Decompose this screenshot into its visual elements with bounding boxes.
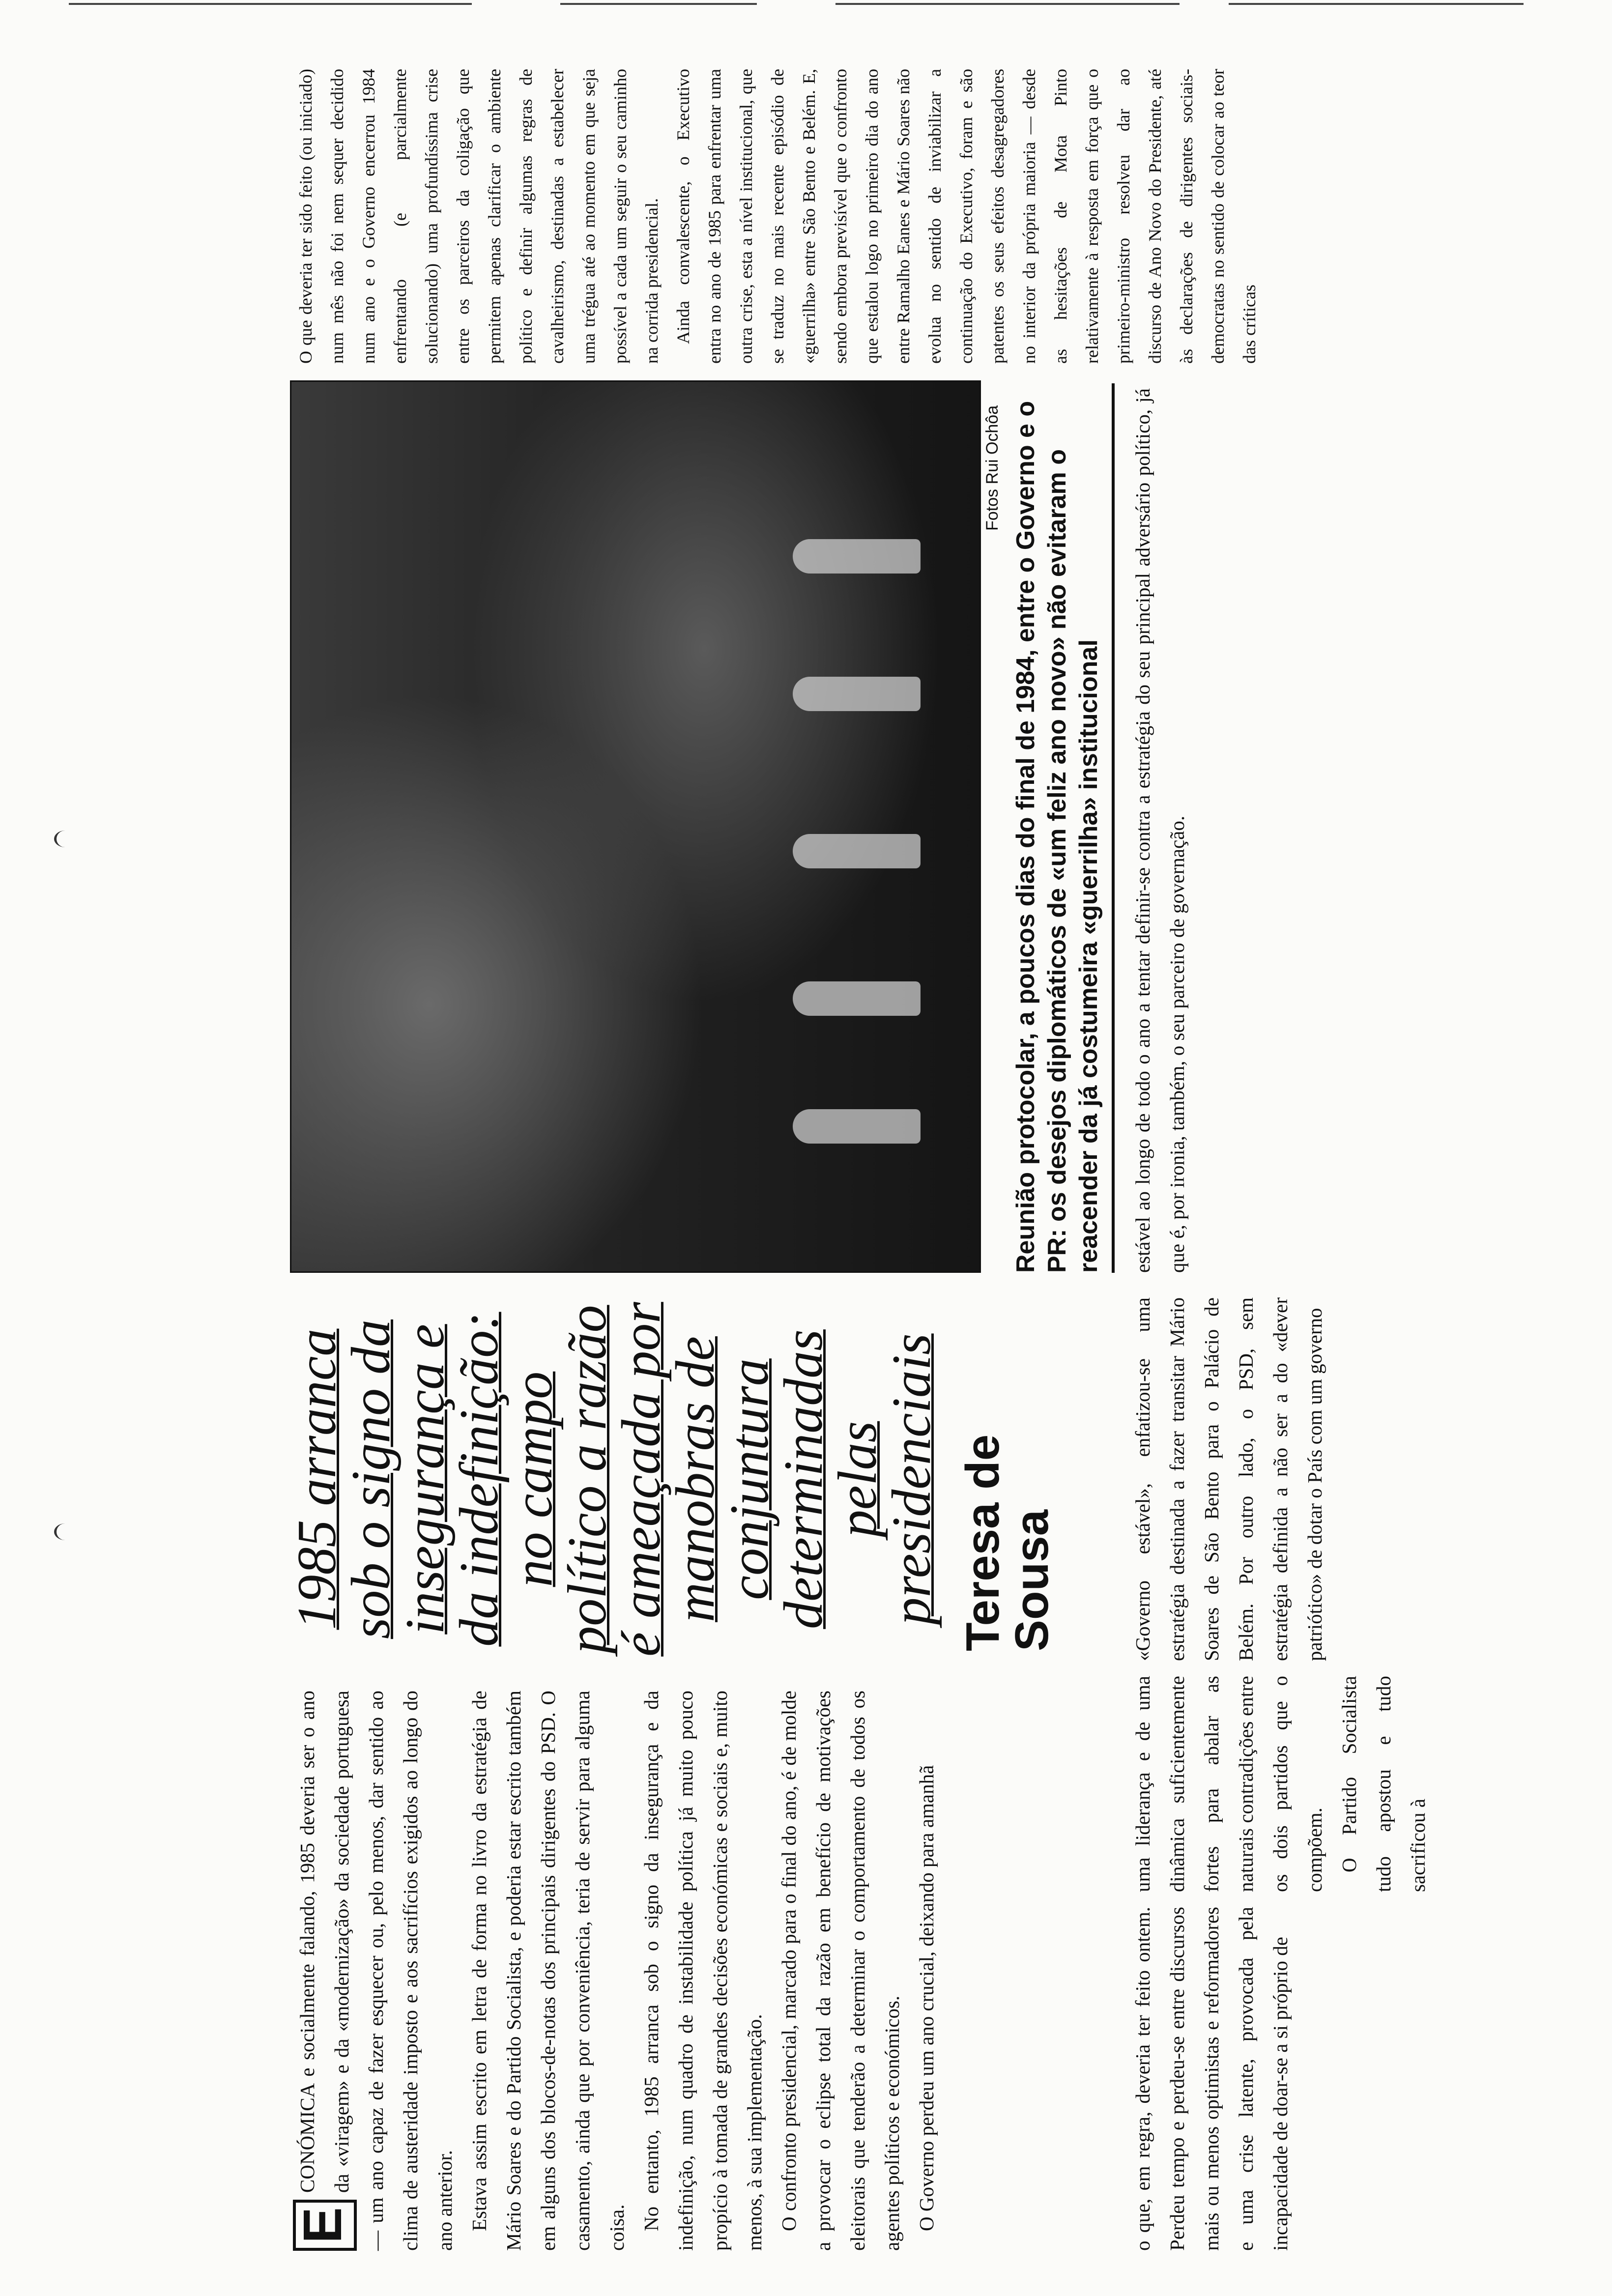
headline-block — [287, 1297, 1058, 1661]
article-column-1 — [290, 1691, 944, 2251]
paragraph: O Partido Socialista tudo apostou e tudo sacrificou à — [1338, 1676, 1429, 1892]
paragraph: O que deveria ter sido feito (ou iniciado) num mês não foi nem sequer decidido num ano e o Governo encerrou 1984 enfrentando (e parcialmente solucionando) uma profundíssima crise entre os parceiros da coligação que permitem apenas clarificar o ambiente político e definir algumas regras de cavalheirismo, destinadas a estabelecer uma trégua até ao momento em que seja possível a cada um seguir o seu caminho na corrida presidencial. — [296, 69, 662, 364]
paragraph: O confronto presidencial, marcado para o final do ano, é de molde a provocar o eclipse total da razão em benefício de motivações eleitorais que tenderão a determinar o comportamento de todos os agentes políticos e económicos. — [777, 1691, 903, 2251]
photo-figure — [793, 981, 921, 1016]
photo-credit: Fotos Rui Ochôa — [983, 405, 1002, 531]
paragraph: O Governo perdeu um ano crucial, deixando para amanhã — [915, 1765, 938, 2231]
article-column-3 — [1125, 1297, 1332, 1661]
photo-figure — [793, 1109, 921, 1144]
photo-figure — [793, 834, 921, 868]
photo-caption: Reunião protocolar, a poucos dias do final de 1984, entre o Governo e o PR: os desejos diplomáticos de «um feliz ano novo» não evitaram o reacender da já costumeira «guerrilha» institucional — [1011, 401, 1103, 1273]
article-column-2 — [1125, 1907, 1297, 2251]
scan-artifact — [54, 1523, 76, 1540]
scan-artifact — [54, 831, 76, 847]
paragraph: estável ao longo de todo o ano a tentar definir-se contra a estratégia do seu principal adversário político, já que é, por ironia, também, o seu parceiro de governação. — [1131, 388, 1188, 1273]
paragraph: No entanto, 1985 arranca sob o signo da insegurança e da indefinição, num quadro de instabilidade política já muito pouco propício à tomada de grandes decisões económicas e sociais e, muito menos, à sua implementação. — [640, 1691, 766, 2251]
paragraph: Ainda convalescente, o Executivo entra no ano de 1985 para enfrentar uma outra crise, esta a nível institucional, que se traduz no mais recente episódio de «guerrilha» entre São Bento e Belém. E, sendo embora previsível que o confronto que estalou logo no primeiro dia do ano entre Ramalho Eanes e Mário Soares não evolua no sentido de inviabilizar a continuação do Executivo, foram e são patentes os seus efeitos desagregadores no interior da própria maioria — desde as hesitações de Mota Pinto relativamente à resposta em força que o primeiro-ministro resolveu dar ao discurso de Ano Novo do Presidente, até às declarações de dirigentes sociais-democratas no sentido de colocar ao teor das críticas — [673, 69, 1259, 364]
paragraph: CONÓMICA e socialmente falando, 1985 deveria ser o ano da «viragem» e da «modernização» da sociedade portuguesa — um ano capaz de fazer esquecer ou, pelo menos, dar sentido ao clima de austeridade imposto e aos sacrifícios exigidos ao longo do ano anterior. — [296, 1691, 456, 2251]
paragraph: «Governo estável», enfatizou-se uma estratégia destinada a fazer transitar Mário Soares de São Bento para o Palácio de Belém. Por outro lado, o PSD, sem estratégia definida a não ser a do «dever patriótico» de dotar o País com um governo — [1131, 1297, 1326, 1661]
scan-edge-line — [69, 3, 472, 5]
paragraph: o que, em regra, deveria ter feito ontem. Perdeu tempo e perdeu-se entre discursos mais ou menos optimistas e reformadores e uma crise latente, provocada pela incapacidade de doar-se a si próprio de — [1131, 1907, 1292, 2251]
drop-cap: E — [293, 2200, 357, 2251]
scan-edge-line — [835, 3, 1180, 5]
paragraph: uma liderança e de uma dinâmica suficientemente fortes para abalar as naturais contradições entre os dois partidos que o compõem. — [1131, 1676, 1326, 1892]
paragraph: Estava assim escrito em letra de forma no livro da estratégia de Mário Soares e do Partido Socialista, e poderia estar escrito também em alguns dos blocos-de-notas dos principais dirigentes do PSD. O casamento, ainda que por conveniência, teria de servir para alguma coisa. — [468, 1691, 628, 2251]
photo-figure — [793, 677, 921, 711]
scan-edge-line — [1229, 3, 1524, 5]
article-column-2b — [1125, 1676, 1435, 1892]
byline: Teresa de Sousa — [956, 1434, 1058, 1651]
headline: 1985 arranca sob o signo da insegurança e da indefinição: no campo político a razão é ameaçada por manobras de conjuntura determinadas pelas presidenciais — [287, 1302, 942, 1657]
newspaper-clipping — [287, 64, 1429, 2251]
scan-edge-line — [560, 3, 757, 5]
article-column-4 — [1125, 388, 1194, 1273]
news-photo — [290, 380, 981, 1273]
caption-rule — [1112, 383, 1115, 1273]
photo-figure — [793, 539, 921, 574]
article-column-5 — [290, 69, 1265, 364]
